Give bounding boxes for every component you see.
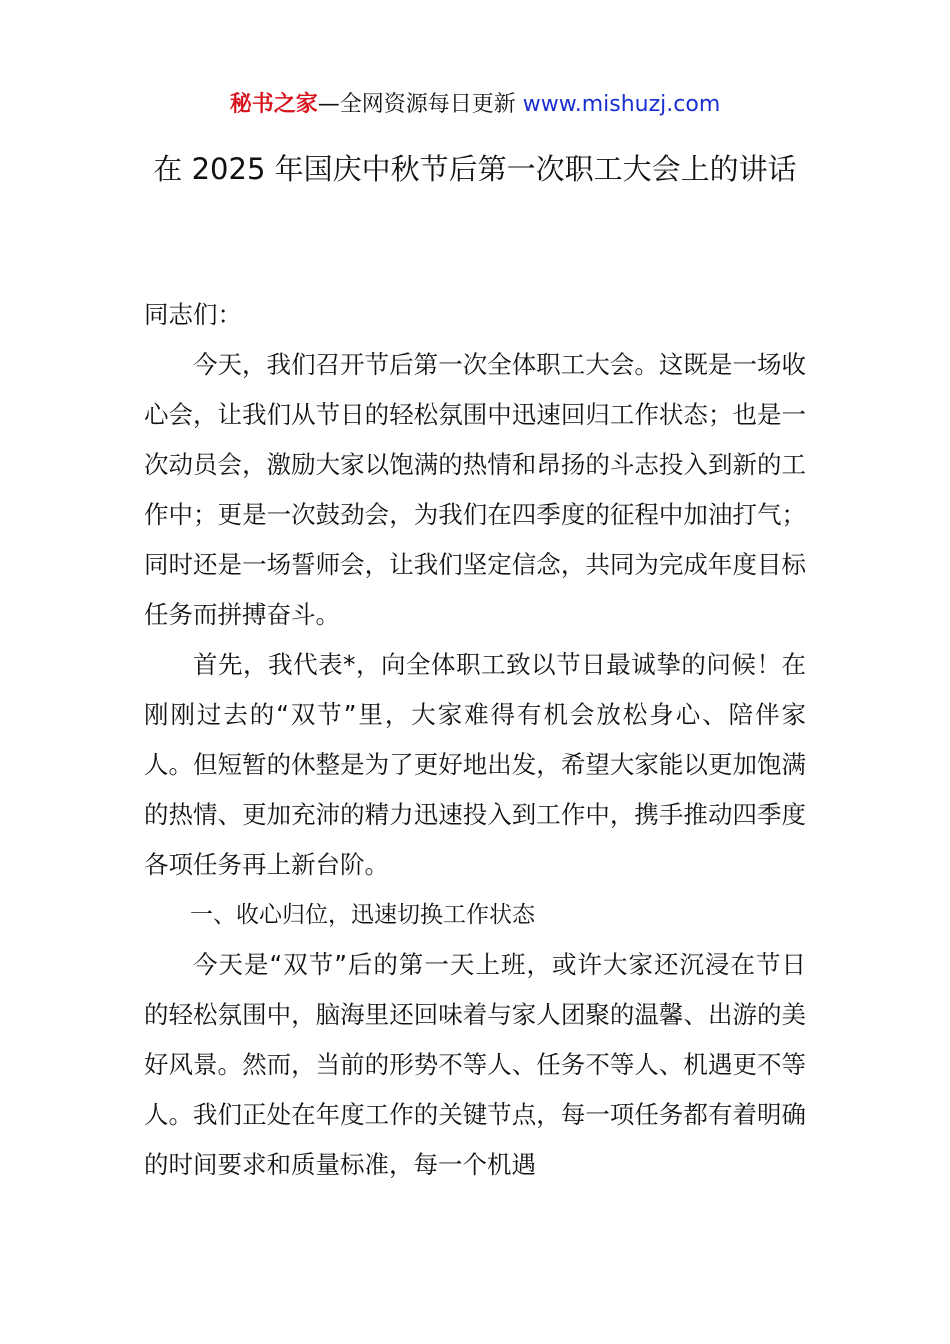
salutation: 同志们： xyxy=(144,300,242,329)
section-heading: 一、收心归位，迅速切换工作状态 xyxy=(190,902,535,928)
body-paragraph: 首先，我代表*，向全体职工致以节日最诚挚的问候！在刚刚过去的“双节”里，大家难得有机会放松身心、陪伴家人。但短暂的休整是为了更好地出发，希望大家能以更加饱满的热情、更加充沛的精力迅速投入到工作中，携手推动四季度各项任务再上新台阶。 xyxy=(144,650,806,879)
header-slogan: —全网资源每日更新 xyxy=(317,92,523,117)
document-body xyxy=(144,290,806,1190)
site-header xyxy=(0,88,950,122)
site-url-link[interactable]: www.mishuzj.com xyxy=(522,92,721,117)
section-paragraph: 今天是“双节”后的第一天上班，或许大家还沉浸在节日的轻松氛围中，脑海里还回味着与家人团聚的温馨、出游的美好风景。然而，当前的形势不等人、任务不等人、机遇更不等人。我们正处在年度工作的关键节点，每一项任务都有着明确的时间要求和质量标准，每一个机遇 xyxy=(144,950,806,1179)
body-paragraph: 今天，我们召开节后第一次全体职工大会。这既是一场收心会，让我们从节日的轻松氛围中迅速回归工作状态；也是一次动员会，激励大家以饱满的热情和昂扬的斗志投入到新的工作中；更是一次鼓劲会，为我们在四季度的征程中加油打气；同时还是一场誓师会，让我们坚定信念，共同为完成年度目标任务而拼搏奋斗。 xyxy=(144,350,806,629)
document-title: 在 2025 年国庆中秋节后第一次职工大会上的讲话 xyxy=(153,152,797,186)
brand-name: 秘书之家 xyxy=(229,92,318,117)
